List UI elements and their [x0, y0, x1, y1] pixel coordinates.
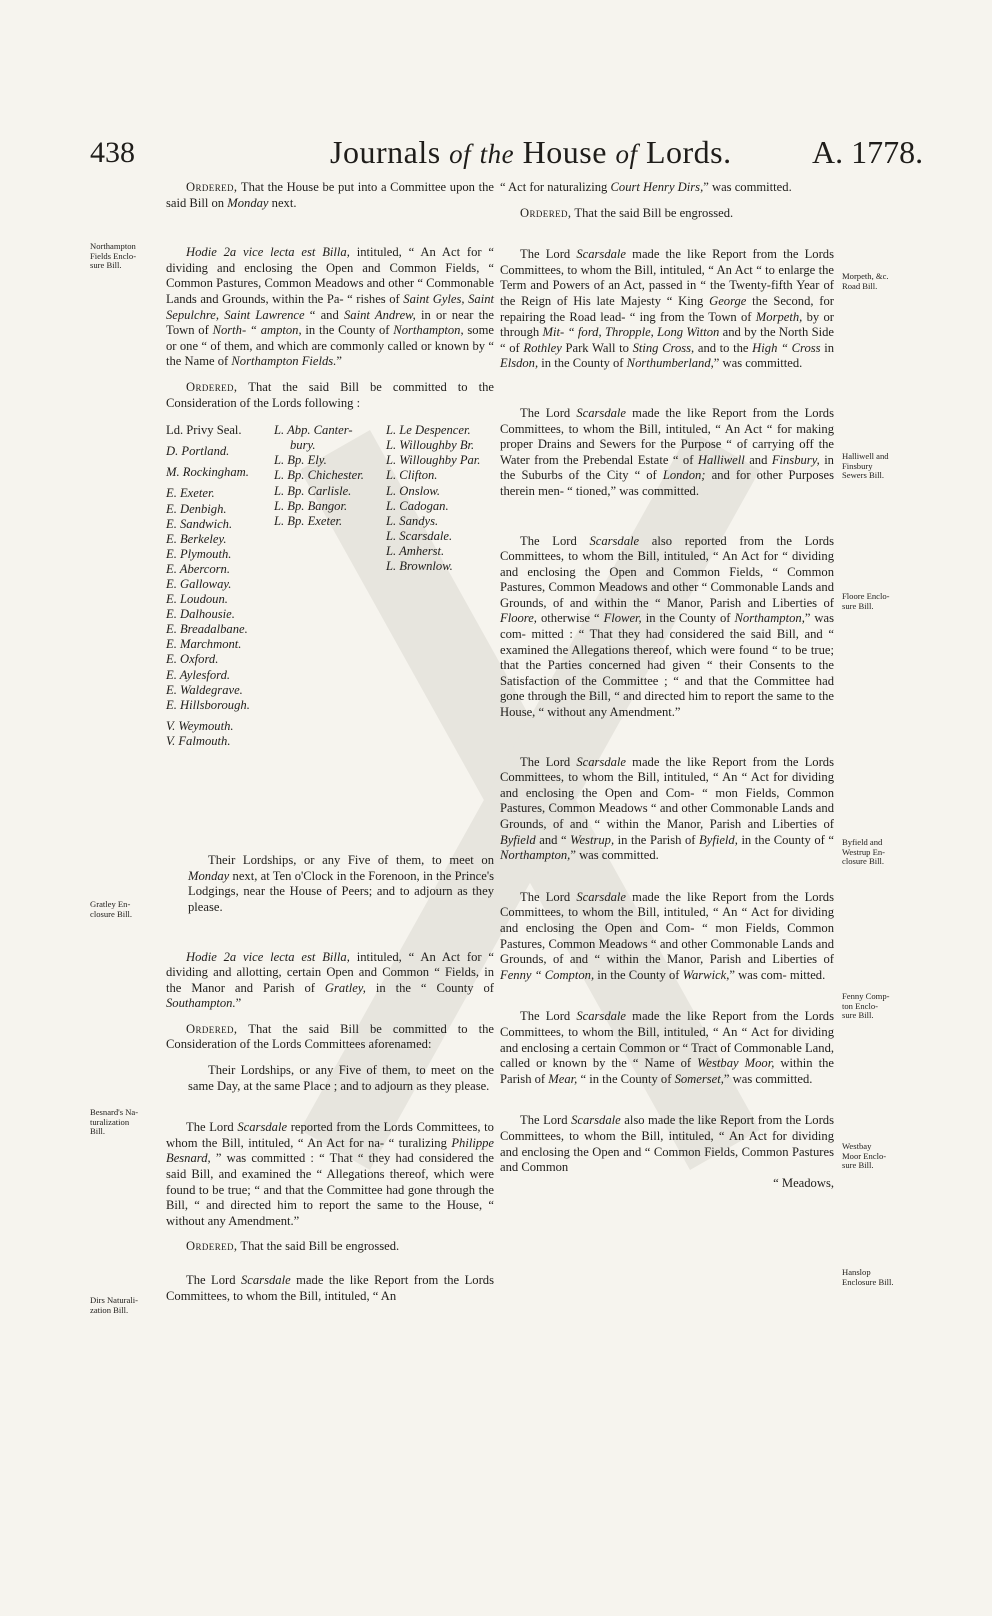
paragraph: Ordered, That the House be put into a Committee upon the said Bill on Monday next.: [166, 180, 494, 210]
lord-entry: L. Bp. Carlisle.: [274, 483, 352, 498]
lord-entry: L. Bp. Ely.: [274, 453, 327, 468]
paragraph: Ordered, That the said Bill be engrossed.: [520, 205, 734, 220]
right-column: [500, 180, 834, 1191]
lord-entry: E. Marchmont.: [166, 637, 242, 652]
lord-entry: E. Breadalbane.: [166, 622, 248, 637]
lord-entry: E. Hillsborough.: [166, 697, 250, 712]
lord-entry: V. Falmouth.: [166, 733, 231, 748]
lord-entry: L. Amherst.: [386, 543, 445, 558]
margin-note-morpeth: Morpeth, &c. Road Bill.: [842, 271, 889, 291]
margin-note-halliwell: Halliwell and Finsbury Sewers Bill.: [842, 451, 889, 481]
lord-entry: L. Clifton.: [386, 468, 438, 483]
lord-entry: L. Bp. Chichester.: [274, 468, 364, 483]
lord-entry: L. Abp. Canter-: [274, 423, 353, 438]
title-word: Lords.: [645, 134, 732, 170]
lord-entry: Ld. Privy Seal.: [166, 423, 242, 438]
paragraph: The Lord Scarsdale also reported from the Lords Committees, to whom the Bill, intituled, “ An Act for “ dividing and enclosing the Open and Common Fields, “ Common Pastures, Common Meadows and other “ Commonable Lands and Grounds, of and within the “ Manor, Parish and Liberties of Floore, otherwise “ Flower, in the County of Northampton,” was com- mitted : “ That they had considered the said Bill, and “ examined the Allegations thereof, which were found “ to be true; that the Parties concerned had given “ their Consents to the Satisfaction of the Committee ; “ and that the Committee had gone through the Bill, “ and directed him to report the same to the House, “ without any Amendment.”: [500, 533, 835, 720]
lord-entry: E. Waldegrave.: [166, 682, 243, 697]
paragraph: Ordered, That the said Bill be committed to the Consideration of the Lords Committees aforenamed:: [166, 1021, 494, 1052]
paragraph: “ Act for naturalizing Court Henry Dirs,” was committed.: [500, 180, 792, 194]
paragraph: The Lord Scarsdale made the like Report from the Lords Committees, to whom the Bill, intituled, “ An “ Act for dividing and enclosing the Open and Com- “ mon Fields, Common Pastures, Common Meadows “ and other Commonable Lands and Grounds, of and “ within the Manor, Parish and Liberties of Fenny “ Compton, in the County of Warwick,” was com- mitted.: [500, 889, 834, 982]
year-heading: A. 1778.: [812, 134, 924, 170]
running-title: [330, 134, 732, 171]
paragraph: Their Lordships, or any Five of them, to meet on the same Day, at the same Place ; and to adjourn as they please.: [188, 1063, 494, 1093]
margin-note-northampton: Northampton Fields Enclo- sure Bill.: [90, 241, 137, 271]
paragraph: Ordered, That the said Bill be committed to the Consideration of the Lords following :: [166, 379, 494, 410]
lord-entry: L. Willoughby Par.: [386, 453, 481, 468]
paragraph: Hodie 2a vice lecta est Billa, intituled, “ An Act for “ dividing and allotting, certain Open and Common “ Fields, in the Manor and Parish of Gratley, in the “ County of Southampton.”: [166, 949, 495, 1011]
lord-entry: E. Abercorn.: [166, 561, 231, 576]
margin-note-floore: Floore Enclo- sure Bill.: [842, 591, 890, 611]
catchword: “ Meadows,: [773, 1175, 834, 1190]
lord-entry: V. Weymouth.: [166, 718, 234, 733]
lord-entry: E. Exeter.: [166, 486, 215, 501]
left-column: [166, 180, 494, 1304]
page-number: 438: [90, 136, 135, 169]
lord-entry: L. Brownlow.: [386, 558, 453, 573]
margin-note-westbay: Westbay Moor Enclo- sure Bill.: [842, 1141, 887, 1171]
lord-entry: L. Bp. Exeter.: [274, 513, 343, 528]
title-word: of: [615, 139, 638, 169]
margin-note-fenny: Fenny Comp- ton Enclo- sure Bill.: [842, 991, 890, 1021]
lords-list: [166, 423, 494, 853]
paragraph: Ordered, That the said Bill be engrossed.: [186, 1239, 400, 1254]
paragraph: The Lord Scarsdale also made the like Report from the Lords Committees, to whom the Bill, intituled, “ An Act for dividing and enclosing the Open and “ Common Fields, Common Pastures and Common: [500, 1113, 834, 1175]
paragraph: Their Lordships, or any Five of them, to meet on Monday next, at Ten o'Clock in the Forenoon, in the Prince's Lodgings, near the House of Peers; and to adjourn as they please.: [188, 853, 494, 914]
margin-note-besnard: Besnard's Na- turalization Bill.: [90, 1107, 139, 1137]
paragraph: The Lord Scarsdale made the like Report from the Lords Committees, to whom the Bill, intituled, “ An “ Act for dividing and enclosing the Open and Com- “ mon Fields, Common Pastures, Common Meadows “ and other Commonable Lands and Grounds, of and “ within the Manor, Parish and Liberties of Byfield and “ Westrup, in the Parish of Byfield, in the County of “ Northampton,” was committed.: [500, 754, 834, 863]
title-word: Journals: [330, 134, 441, 170]
title-word: House: [522, 134, 607, 170]
lord-entry: bury.: [290, 438, 316, 453]
paragraph: The Lord Scarsdale made the like Report from the Lords Committees, to whom the Bill, intituled, “ An Act “ for making proper Drains and Sewers for the Purpose “ of carrying off the Water from the Prebendal Estate “ of Halliwell and Finsbury, in the Suburbs of the City “ of London; and for other Purposes therein men- “ tioned,” was committed.: [500, 405, 835, 498]
lord-entry: L. Bp. Bangor.: [274, 498, 348, 513]
lord-entry: M. Rockingham.: [166, 465, 249, 480]
paragraph: Hodie 2a vice lecta est Billa, intituled, “ An Act for “ dividing and enclosing the Open and Common Fields, “ Common Pastures, Common Meadows and other “ Commonable Lands and Grounds, within the Pa- “ rishes of Saint Gyles, Saint Sepulchre, Saint Lawrence “ and Saint Andrew, in or near the Town of North- “ ampton, in the County of Northampton, some or one “ of them, and which are commonly called or known by “ the Name of Northampton Fields.”: [166, 245, 495, 369]
lord-entry: E. Berkeley.: [166, 531, 227, 546]
margin-note-dirs: Dirs Naturali- zation Bill.: [90, 1295, 138, 1315]
lords-column: [386, 423, 496, 574]
lords-column: [166, 423, 276, 749]
margin-note-gratley: Gratley En- closure Bill.: [90, 899, 133, 919]
lord-entry: E. Galloway.: [166, 576, 232, 591]
lord-entry: L. Onslow.: [386, 483, 441, 498]
title-word: the: [479, 139, 515, 169]
lords-column: [274, 423, 386, 529]
paragraph: The Lord Scarsdale made the like Report from the Lords Committees, to whom the Bill, intituled, “ An “ Act for dividing and enclosing a certain Common or “ Tract of Commonable Land, called or known by the “ Name of Westbay Moor, within the Parish of Mear, “ in the County of Somerset,” was committed.: [500, 1009, 835, 1086]
lord-entry: L. Willoughby Br.: [386, 438, 475, 453]
lord-entry: L. Cadogan.: [386, 498, 449, 513]
lord-entry: L. Le Despencer.: [386, 423, 471, 438]
title-word: of: [449, 139, 472, 169]
paragraph: The Lord Scarsdale made the like Report from the Lords Committees, to whom the Bill, intituled, “ An Act “ to enlarge the Term and Powers of an Act, passed in “ the Twenty-fifth Year of the Reign of His late Majesty “ King George the Second, for repairing the Road lead- “ ing from the Town of Morpeth, by or through Mit- “ ford, Thropple, Long Witton and by the North Side “ of Rothley Park Wall to Sting Cross, and to the High “ Cross in Elsdon, in the County of Northumberland,” was committed.: [500, 247, 835, 371]
lord-entry: E. Sandwich.: [166, 516, 233, 531]
lord-entry: E. Plymouth.: [166, 546, 232, 561]
paragraph: The Lord Scarsdale reported from the Lords Committees, to whom the Bill, intituled, “ An Act for na- “ turalizing Philippe Besnard, ” was committed : “ That “ they had considered the said Bill, and examined the “ Allegations thereof, which were found to be true; “ and that the Committee had gone through the Bill, “ and directed him to report the same to the House, “ without any Amendment.”: [166, 1120, 494, 1228]
lord-entry: E. Loudoun.: [166, 592, 228, 607]
paragraph: The Lord Scarsdale made the like Report from the Lords Committees, to whom the Bill, intituled, “ An: [166, 1273, 494, 1303]
margin-note-byfield: Byfield and Westrup En- closure Bill.: [842, 837, 885, 867]
lord-entry: E. Oxford.: [166, 652, 219, 667]
lord-entry: E. Aylesford.: [166, 667, 231, 682]
lord-entry: E. Denbigh.: [166, 501, 227, 516]
lord-entry: L. Scarsdale.: [386, 528, 453, 543]
margin-note-hanslop: Hanslop Enclosure Bill.: [842, 1267, 894, 1287]
lord-entry: D. Portland.: [166, 444, 230, 459]
lord-entry: L. Sandys.: [386, 513, 439, 528]
lord-entry: E. Dalhousie.: [166, 607, 235, 622]
